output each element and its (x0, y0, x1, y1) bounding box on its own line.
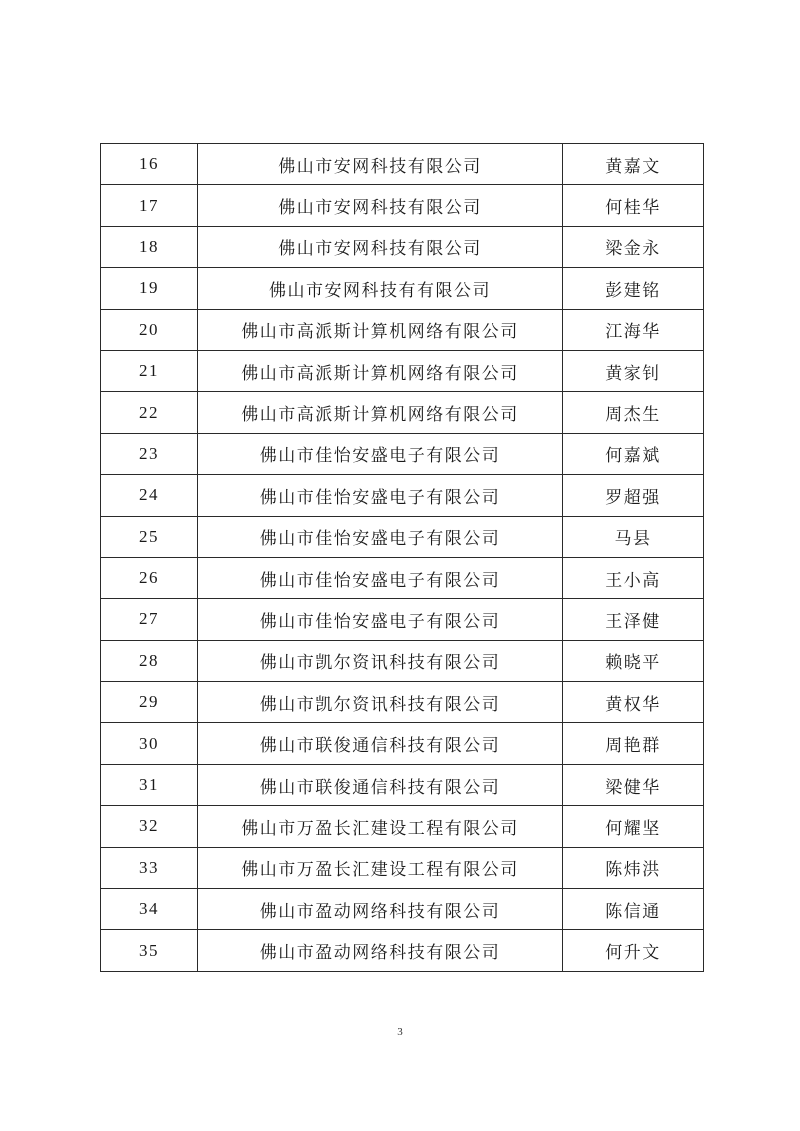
person-name-cell: 王泽健 (563, 599, 704, 640)
person-name-cell: 梁金永 (563, 226, 704, 267)
person-name-cell: 赖晓平 (563, 640, 704, 681)
table-row (101, 930, 704, 971)
person-name-cell: 梁健华 (563, 764, 704, 805)
person-name-cell: 王小高 (563, 557, 704, 598)
table-row (101, 309, 704, 350)
company-cell: 佛山市安网科技有限公司 (198, 226, 563, 267)
table-row (101, 144, 704, 185)
person-name-cell: 何耀坚 (563, 806, 704, 847)
page-number: 3 (397, 1026, 403, 1038)
company-cell: 佛山市佳怡安盛电子有限公司 (198, 516, 563, 557)
company-cell: 佛山市盈动网络科技有限公司 (198, 889, 563, 930)
company-cell: 佛山市安网科技有有限公司 (198, 268, 563, 309)
row-number-cell: 25 (101, 516, 198, 557)
table-row (101, 268, 704, 309)
row-number-cell: 26 (101, 557, 198, 598)
row-number-cell: 21 (101, 350, 198, 391)
company-cell: 佛山市佳怡安盛电子有限公司 (198, 475, 563, 516)
person-name-cell: 罗超强 (563, 475, 704, 516)
row-number-cell: 35 (101, 930, 198, 971)
table-row (101, 640, 704, 681)
person-name-cell: 黄权华 (563, 682, 704, 723)
company-cell: 佛山市万盈长汇建设工程有限公司 (198, 806, 563, 847)
row-number-cell: 29 (101, 682, 198, 723)
company-cell: 佛山市联俊通信科技有限公司 (198, 764, 563, 805)
table-row (101, 599, 704, 640)
person-name-cell: 黄家钊 (563, 350, 704, 391)
company-cell: 佛山市高派斯计算机网络有限公司 (198, 309, 563, 350)
person-name-cell: 周杰生 (563, 392, 704, 433)
company-cell: 佛山市安网科技有限公司 (198, 144, 563, 185)
person-name-cell: 江海华 (563, 309, 704, 350)
table-row (101, 475, 704, 516)
company-cell: 佛山市盈动网络科技有限公司 (198, 930, 563, 971)
table-row (101, 847, 704, 888)
row-number-cell: 24 (101, 475, 198, 516)
row-number-cell: 32 (101, 806, 198, 847)
company-cell: 佛山市万盈长汇建设工程有限公司 (198, 847, 563, 888)
row-number-cell: 20 (101, 309, 198, 350)
company-cell: 佛山市联俊通信科技有限公司 (198, 723, 563, 764)
row-number-cell: 22 (101, 392, 198, 433)
table-row (101, 392, 704, 433)
company-cell: 佛山市安网科技有限公司 (198, 185, 563, 226)
company-cell: 佛山市高派斯计算机网络有限公司 (198, 350, 563, 391)
person-name-cell: 周艳群 (563, 723, 704, 764)
table-row (101, 682, 704, 723)
row-number-cell: 28 (101, 640, 198, 681)
person-name-cell: 陈信通 (563, 889, 704, 930)
row-number-cell: 31 (101, 764, 198, 805)
person-name-cell: 何嘉斌 (563, 433, 704, 474)
company-cell: 佛山市佳怡安盛电子有限公司 (198, 433, 563, 474)
roster-table (100, 143, 704, 972)
company-cell: 佛山市凯尔资讯科技有限公司 (198, 640, 563, 681)
row-number-cell: 30 (101, 723, 198, 764)
table-row (101, 889, 704, 930)
row-number-cell: 33 (101, 847, 198, 888)
person-name-cell: 何桂华 (563, 185, 704, 226)
person-name-cell: 彭建铭 (563, 268, 704, 309)
table-row (101, 764, 704, 805)
roster-table-body (101, 144, 704, 972)
company-cell: 佛山市高派斯计算机网络有限公司 (198, 392, 563, 433)
person-name-cell: 陈炜洪 (563, 847, 704, 888)
row-number-cell: 23 (101, 433, 198, 474)
row-number-cell: 27 (101, 599, 198, 640)
table-row (101, 723, 704, 764)
row-number-cell: 18 (101, 226, 198, 267)
company-cell: 佛山市佳怡安盛电子有限公司 (198, 599, 563, 640)
table-row (101, 350, 704, 391)
person-name-cell: 何升文 (563, 930, 704, 971)
row-number-cell: 16 (101, 144, 198, 185)
company-cell: 佛山市凯尔资讯科技有限公司 (198, 682, 563, 723)
table-row (101, 185, 704, 226)
row-number-cell: 19 (101, 268, 198, 309)
table-row (101, 557, 704, 598)
row-number-cell: 17 (101, 185, 198, 226)
table-row (101, 433, 704, 474)
table-row (101, 516, 704, 557)
person-name-cell: 黄嘉文 (563, 144, 704, 185)
person-name-cell: 马县 (563, 516, 704, 557)
table-row (101, 806, 704, 847)
row-number-cell: 34 (101, 889, 198, 930)
table-row (101, 226, 704, 267)
company-cell: 佛山市佳怡安盛电子有限公司 (198, 557, 563, 598)
